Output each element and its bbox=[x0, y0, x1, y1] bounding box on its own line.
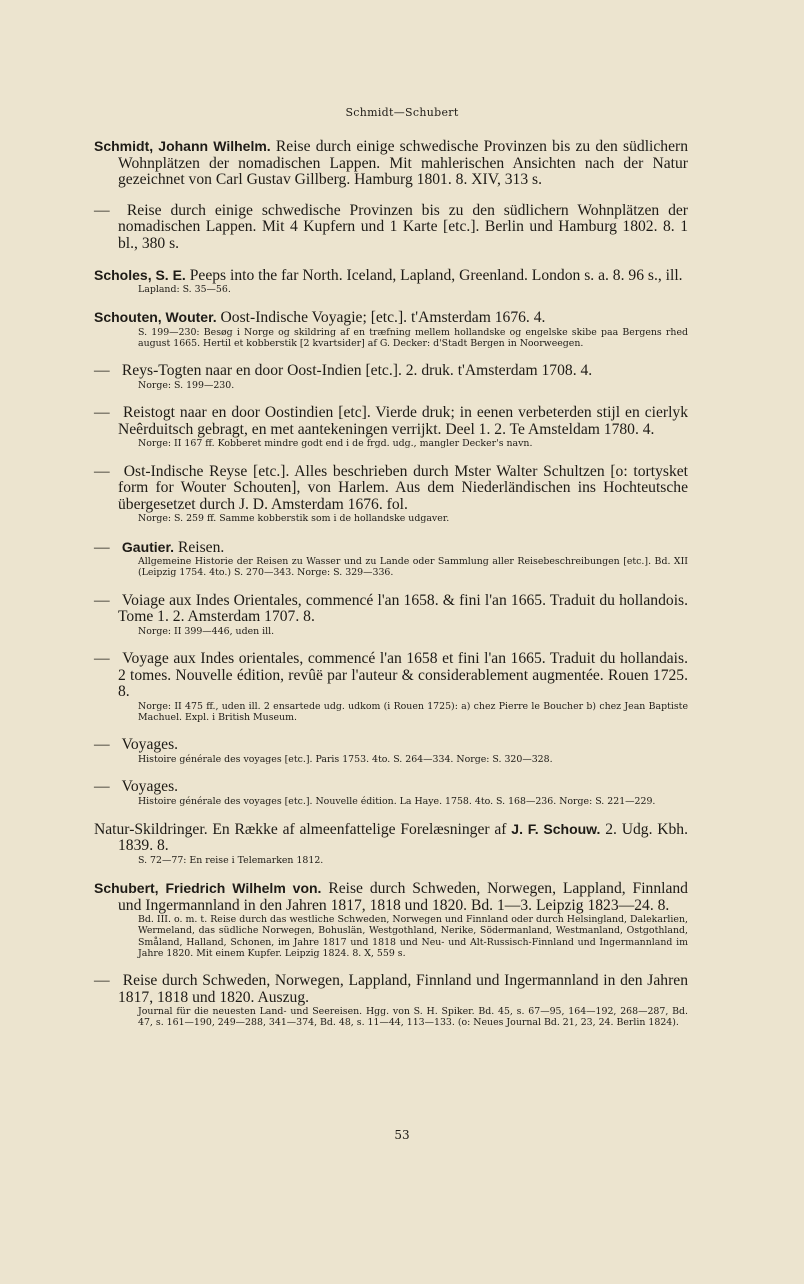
entry-author: Schmidt, Johann Wilhelm. bbox=[94, 138, 271, 154]
ditto-dash: — bbox=[94, 462, 110, 480]
entry-note: S. 72—77: En reise i Telemarken 1812. bbox=[138, 854, 324, 866]
entry-schmidt-1802 bbox=[94, 203, 688, 253]
bibliography-entries bbox=[94, 138, 688, 1043]
entry-text: Reise durch Schweden, Norwegen, Lappland, Finnland und Ingermannland in den Jahren 1817, 1818 und 1820. Bd. 1—3. Leipzig 1823—24. 8. bbox=[118, 880, 688, 914]
entry-note: Histoire générale des voyages [etc.]. Nouvelle édition. La Haye. 1758. 4to. S. 168—236. Norge: S. 221—229. bbox=[138, 795, 656, 807]
ditto-dash: — bbox=[94, 972, 110, 990]
entry-note: Journal für die neuesten Land- und Seereisen. Hgg. von S. H. Spiker. Bd. 45, s. 67—95, 164—192, 268—287, Bd. 47, s. 161—190, 249—288, 341—374, Bd. 48, s. 11—44, 113—133. (o: Neues Journal Bd. 21, 23, 24. Berlin 1824). bbox=[138, 1006, 688, 1029]
entry-scholes bbox=[94, 267, 688, 296]
page-number: 53 bbox=[394, 1128, 410, 1142]
entry-schouw bbox=[94, 821, 688, 866]
entry-text: Reys-Togten naar en door Oost-Indien [etc.]. 2. druk. t'Amsterdam 1708. 4. bbox=[121, 362, 593, 380]
entry-author: J. F. Schouw. bbox=[511, 820, 601, 837]
ditto-dash: — bbox=[94, 736, 110, 754]
entry-text: Reise durch einige schwedische Provinzen bis zu den südlichern Wohnplätzen der nomadischen Lappen. Mit mahlerischen Ansichten nach der Natur gezeichnet von Carl Gustav Gillberg. Hamburg 1801. 8. XIV, 313 s. bbox=[118, 138, 688, 189]
ditto-dash: — bbox=[94, 362, 110, 380]
entry-note: Norge: II 475 ff., uden ill. 2 ensartede udg. udkom (i Rouen 1725): a) chez Pierre le Boucher b) chez Jean Baptiste Machuel. Expl. i British Museum. bbox=[138, 700, 688, 723]
entry-text: Reistogt naar en door Oostindien [etc]. Vierde druk; in eenen verbeterden stijl en cierlyk Neêrduitsch gebragt, en met aantekeningen verrijkt. Deel 1. 2. Te Amsteldam 1780. 4. bbox=[118, 404, 688, 438]
entry-text: Voiage aux Indes Orientales, commencé l'an 1658. & fini l'an 1665. Traduit du hollandois. Tome 1. 2. Amsterdam 1707. 8. bbox=[118, 591, 688, 626]
entry-author: Schouten, Wouter. bbox=[94, 309, 217, 326]
ditto-dash: — bbox=[94, 777, 110, 795]
entry-schmidt-1801 bbox=[94, 138, 688, 189]
entry-note: Norge: II 167 ff. Kobberet mindre godt end i de frgd. udg., mangler Decker's navn. bbox=[138, 438, 533, 450]
entry-schouten-voyage-1725 bbox=[94, 651, 688, 723]
entry-schouten-gautier bbox=[94, 539, 688, 579]
ditto-dash: — bbox=[94, 404, 110, 422]
entry-note: Norge: S. 259 ff. Samme kobberstik som i de hollandske udgaver. bbox=[138, 513, 450, 525]
entry-note: Allgemeine Historie der Reisen zu Wasser und zu Lande oder Sammlung aller Reisebeschreibungen [etc.]. Bd. XII (Leipzig 1754. 4to.) S. 270—343. Norge: S. 329—336. bbox=[138, 556, 688, 579]
ditto-dash: — bbox=[94, 538, 110, 556]
entry-text: Voyages. bbox=[121, 777, 179, 795]
entry-note: Norge: II 399—446, uden ill. bbox=[138, 625, 275, 637]
entry-text: Reise durch Schweden, Norwegen, Lappland, Finnland und Ingermannland in den Jahren 1817, 1818 und 1820. Auszug. bbox=[118, 972, 688, 1006]
ditto-dash: — bbox=[94, 591, 110, 609]
entry-schouten-voyages-1753 bbox=[94, 737, 688, 765]
entry-schubert-auszug bbox=[94, 973, 688, 1029]
entry-note: Norge: S. 199—230. bbox=[138, 379, 235, 391]
entry-author: Schubert, Friedrich Wilhelm von. bbox=[94, 880, 322, 897]
entry-author: Scholes, S. E. bbox=[94, 266, 186, 283]
entry-text: Oost-Indische Voyagie; [etc.]. t'Amsterdam 1676. 4. bbox=[220, 309, 546, 327]
entry-schouten-1708 bbox=[94, 363, 688, 391]
ditto-dash: — bbox=[94, 649, 110, 667]
entry-note: Histoire générale des voyages [etc.]. Paris 1753. 4to. S. 264—334. Norge: S. 320—328. bbox=[138, 753, 553, 765]
entry-text: Natur-Skildringer. En Række af almeenfattelige Forelæsninger af bbox=[94, 820, 507, 838]
entry-schubert-1823 bbox=[94, 880, 688, 959]
entry-text: Peeps into the far North. Iceland, Lapland, Greenland. London s. a. 8. 96 s., ill. bbox=[189, 266, 683, 284]
entry-note: Bd. III. o. m. t. Reise durch das westliche Schweden, Norwegen und Finnland oder durch Helsingland, Dalekarlien, Wermeland, das südliche Norwegen, Bohuslän, Westgothland, Nerike, Södermanland, Westmanland, Ostgothland, Småland, Halland, Schonen, im Jahre 1817 und 1818 und Neu- und Alt-Russisch-Finnland und Ingermannland im Jahre 1820. Mit einem Kupfer. Leipzig 1824. 8. X, 559 s. bbox=[138, 914, 688, 959]
entry-schouten-ost-indische bbox=[94, 464, 688, 525]
entry-schouten-1676 bbox=[94, 309, 688, 349]
entry-author: Gautier. bbox=[121, 538, 175, 555]
entry-text: Voyages. bbox=[121, 736, 179, 754]
entry-text: Ost-Indische Reyse [etc.]. Alles beschrieben durch Mster Walter Schultzen [o: tortysket form for Wouter Schouten], von Harlem. Aus dem Niederländischen ins Hochteutsche übergesetzet durch J. D. Amsterdam 1676. fol. bbox=[118, 462, 688, 513]
ditto-dash: — bbox=[94, 201, 110, 219]
entry-text: Voyage aux Indes orientales, commencé l'an 1658 et fini l'an 1665. Traduit du hollandais. 2 tomes. Nouvelle édition, revûë par l'auteur & considerablement augmentée. Rouen 1725. 8. bbox=[118, 649, 688, 701]
entry-text: Reisen. bbox=[177, 538, 225, 556]
entry-note: Lapland: S. 35—56. bbox=[138, 284, 231, 296]
entry-schouten-1780 bbox=[94, 405, 688, 449]
entry-text: Reise durch einige schwedische Provinzen bis zu den südlichern Wohnplätzen der nomadischen Lappen. Mit 4 Kupfern und 1 Karte [etc.]. Berlin und Hamburg 1802. 8. 1 bl., 380 s. bbox=[118, 201, 689, 252]
entry-schouten-voiage-1707 bbox=[94, 593, 688, 637]
entry-schouten-voyages-1758 bbox=[94, 779, 688, 807]
entry-text-after: 2. Udg. Kbh. 1839. 8. bbox=[118, 820, 689, 855]
running-head: Schmidt—Schubert bbox=[345, 106, 459, 119]
entry-note: S. 199—230: Besøg i Norge og skildring af en træfning mellem hollandske og engelske skibe paa Bergens rhed august 1665. Hertil et kobberstik [2 kvartsider] af G. Decker: d'Stadt Bergen in Noorweegen. bbox=[138, 326, 688, 350]
